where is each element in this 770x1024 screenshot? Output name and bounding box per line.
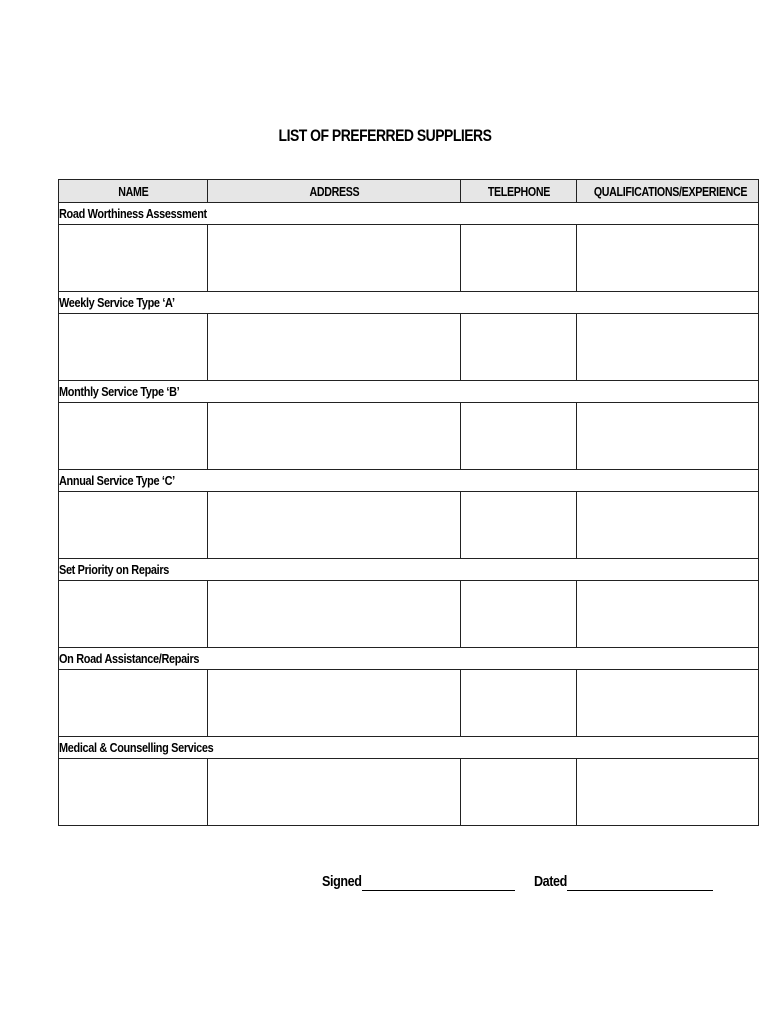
qualifications-cell[interactable] bbox=[577, 492, 759, 559]
telephone-cell[interactable] bbox=[461, 403, 577, 470]
entry-row bbox=[59, 581, 759, 648]
section-row bbox=[59, 470, 759, 492]
qualifications-cell[interactable] bbox=[577, 581, 759, 648]
entry-row bbox=[59, 670, 759, 737]
dated-line[interactable] bbox=[567, 890, 713, 891]
telephone-cell[interactable] bbox=[461, 670, 577, 737]
qualifications-cell[interactable] bbox=[577, 670, 759, 737]
page-title: LIST OF PREFERRED SUPPLIERS bbox=[278, 126, 492, 145]
section-label-monthly-service: Monthly Service Type ‘B’ bbox=[59, 381, 759, 403]
dated-label: Dated bbox=[534, 873, 567, 890]
address-cell[interactable] bbox=[208, 492, 461, 559]
section-label-annual-service: Annual Service Type ‘C’ bbox=[59, 470, 759, 492]
address-cell[interactable] bbox=[208, 403, 461, 470]
entry-row bbox=[59, 403, 759, 470]
section-row bbox=[59, 203, 759, 225]
telephone-cell[interactable] bbox=[461, 581, 577, 648]
name-cell[interactable] bbox=[59, 403, 208, 470]
name-cell[interactable] bbox=[59, 314, 208, 381]
name-cell[interactable] bbox=[59, 492, 208, 559]
address-cell[interactable] bbox=[208, 759, 461, 826]
section-label-road-worthiness: Road Worthiness Assessment bbox=[59, 203, 759, 225]
column-header-qualifications: QUALIFICATIONS/EXPERIENCE bbox=[577, 180, 759, 203]
entry-row bbox=[59, 759, 759, 826]
entry-row bbox=[59, 225, 759, 292]
section-label-road-assistance: On Road Assistance/Repairs bbox=[59, 648, 759, 670]
column-header-telephone: TELEPHONE bbox=[461, 180, 577, 203]
qualifications-cell[interactable] bbox=[577, 403, 759, 470]
column-header-address: ADDRESS bbox=[208, 180, 461, 203]
section-row bbox=[59, 648, 759, 670]
section-row bbox=[59, 292, 759, 314]
name-cell[interactable] bbox=[59, 759, 208, 826]
address-cell[interactable] bbox=[208, 670, 461, 737]
telephone-cell[interactable] bbox=[461, 314, 577, 381]
section-label-priority-repairs: Set Priority on Repairs bbox=[59, 559, 759, 581]
qualifications-cell[interactable] bbox=[577, 314, 759, 381]
telephone-cell[interactable] bbox=[461, 492, 577, 559]
name-cell[interactable] bbox=[59, 225, 208, 292]
suppliers-table bbox=[58, 179, 759, 826]
name-cell[interactable] bbox=[59, 581, 208, 648]
qualifications-cell[interactable] bbox=[577, 225, 759, 292]
section-row bbox=[59, 737, 759, 759]
entry-row bbox=[59, 492, 759, 559]
telephone-cell[interactable] bbox=[461, 225, 577, 292]
signed-label: Signed bbox=[322, 873, 362, 890]
section-row bbox=[59, 381, 759, 403]
section-label-medical-counselling: Medical & Counselling Services bbox=[59, 737, 759, 759]
qualifications-cell[interactable] bbox=[577, 759, 759, 826]
address-cell[interactable] bbox=[208, 225, 461, 292]
entry-row bbox=[59, 314, 759, 381]
name-cell[interactable] bbox=[59, 670, 208, 737]
column-header-name: NAME bbox=[59, 180, 208, 203]
telephone-cell[interactable] bbox=[461, 759, 577, 826]
address-cell[interactable] bbox=[208, 314, 461, 381]
section-row bbox=[59, 559, 759, 581]
address-cell[interactable] bbox=[208, 581, 461, 648]
section-label-weekly-service: Weekly Service Type ‘A’ bbox=[59, 292, 759, 314]
table-header-row bbox=[59, 180, 759, 203]
signed-line[interactable] bbox=[362, 890, 515, 891]
